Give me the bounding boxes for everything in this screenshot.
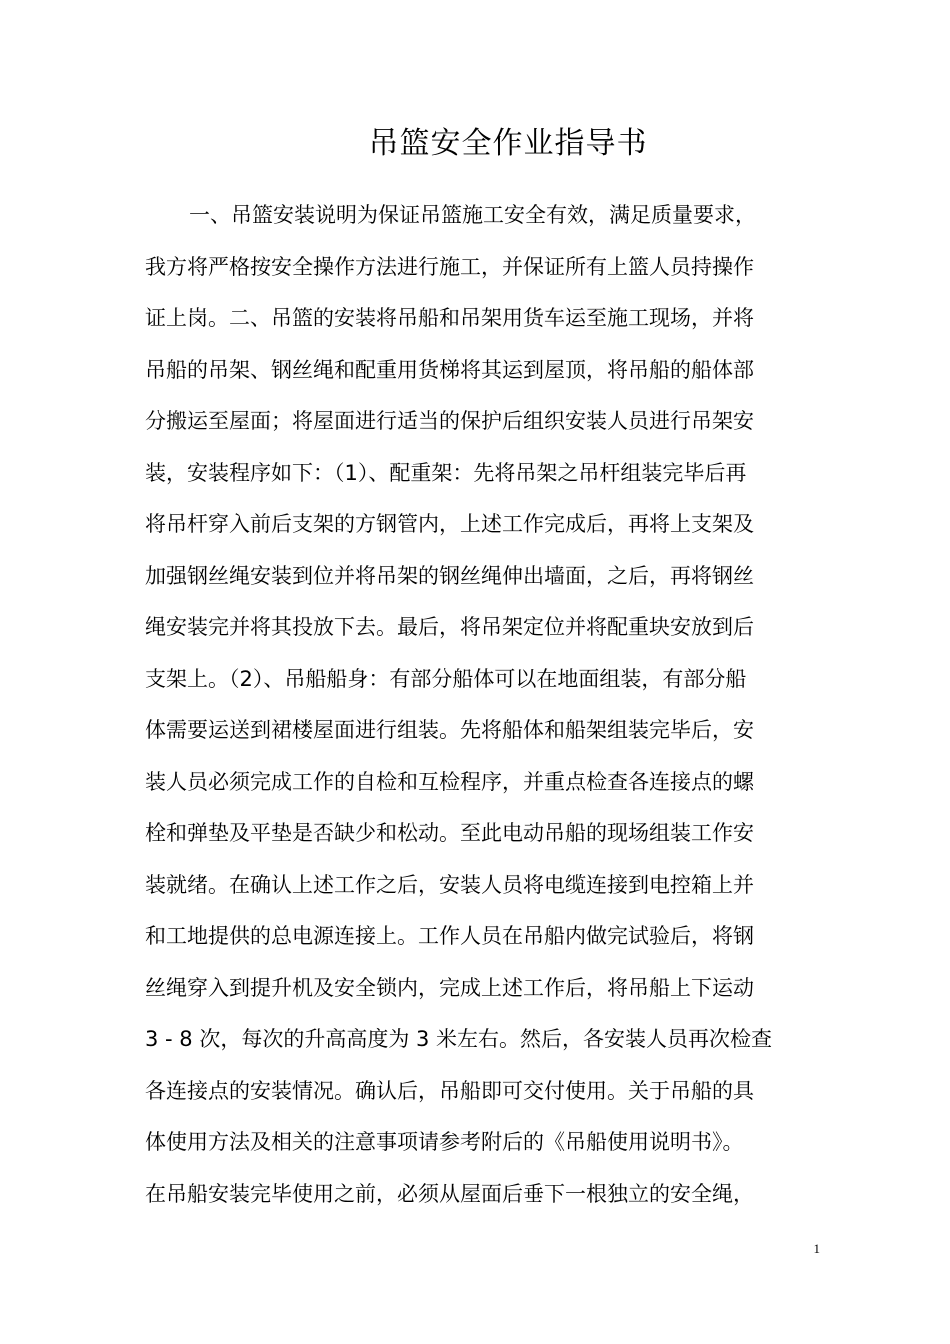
body-line: 体使用方法及相关的注意事项请参考附后的《吊船使用说明书》。 — [145, 1130, 744, 1154]
body-line: 分搬运至屋面；将屋面进行适当的保护后组织安装人员进行吊架安 — [145, 409, 754, 433]
body-line: 体需要运送到裙楼屋面进行组装。先将船体和船架组装完毕后，安 — [145, 718, 754, 742]
body-line: 证上岗。二、吊篮的安装将吊船和吊架用货车运至施工现场，并将 — [145, 306, 754, 330]
body-line: 装就绪。在确认上述工作之后，安装人员将电缆连接到电控箱上并 — [145, 872, 754, 897]
body-line: 3 - 8 次，每次的升高高度为 3 米左右。然后，各安装人员再次检查 — [145, 1027, 773, 1051]
body-line: 丝绳穿入到提升机及安全锁内，完成上述工作后，将吊船上下运动 — [145, 975, 754, 1000]
body-line: 绳安装完并将其投放下去。最后，将吊架定位并将配重块安放到后 — [145, 615, 754, 639]
body-line: 在吊船安装完毕使用之前，必须从屋面后垂下一根独立的安全绳， — [145, 1181, 754, 1206]
body-line: 栓和弹垫及平垫是否缺少和松动。至此电动吊船的现场组装工作安 — [145, 821, 754, 845]
body-line: 支架上。（2）、吊船船身：有部分船体可以在地面组装，有部分船 — [145, 666, 747, 691]
body-line: 各连接点的安装情况。确认后，吊船即可交付使用。关于吊船的具 — [145, 1078, 754, 1103]
body-line: 加强钢丝绳安装到位并将吊架的钢丝绳伸出墙面，之后，再将钢丝 — [145, 563, 754, 588]
body-line: 装人员必须完成工作的自检和互检程序，并重点检查各连接点的螺 — [145, 769, 754, 794]
body-line: 和工地提供的总电源连接上。工作人员在吊船内做完试验后，将钢 — [145, 924, 754, 948]
body-line: 我方将严格按安全操作方法进行施工，并保证所有上篮人员持操作 — [145, 254, 754, 279]
body-line: 一、吊篮安装说明为保证吊篮施工安全有效，满足质量要求， — [189, 203, 756, 227]
page-number: 1 — [813, 1241, 820, 1256]
body-line: 将吊杆穿入前后支架的方钢管内，上述工作完成后，再将上支架及 — [145, 512, 754, 536]
body-line: 装，安装程序如下：（1）、配重架：先将吊架之吊杆组装完毕后再 — [145, 460, 747, 485]
body-line: 吊船的吊架、钢丝绳和配重用货梯将其运到屋顶，将吊船的船体部 — [145, 357, 754, 382]
document-title: 吊篮安全作业指导书 — [368, 126, 648, 161]
document-body — [145, 190, 825, 1220]
